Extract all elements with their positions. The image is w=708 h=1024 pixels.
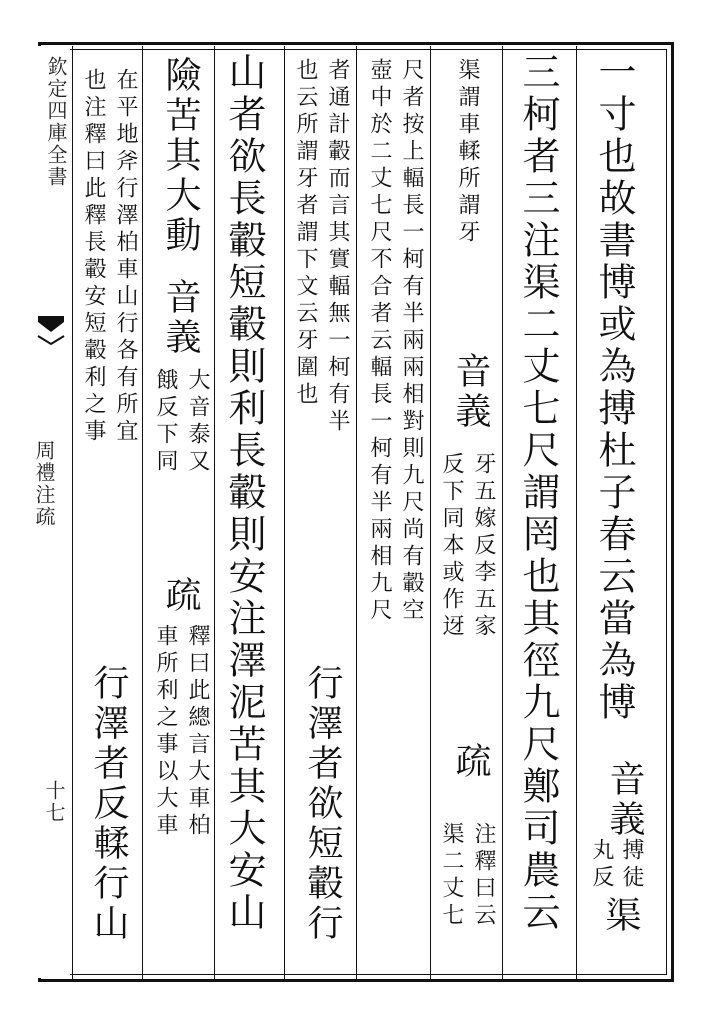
note-small-left: 也注釋曰此釋長轂安短轂利之事 [81,68,106,446]
note-small-left: 車所利之事以大車 [153,624,178,840]
text-column-5 [286,52,356,972]
note-small: 渠謂車輮所謂牙 [455,58,480,247]
note-small-left: 餓反下同 [153,368,178,476]
note-small-right: 牙五嫁反李五家 [471,452,496,641]
text-column-4 [358,52,430,972]
note-small-right: 釋曰此總言大車柏 [185,624,210,840]
text-column-6: 山者欲長轂短轂則利長轂則安注澤泥苦其大安山 [222,52,266,934]
note-tail: 渠 [600,896,641,936]
book-title: 周禮注疏 [32,440,56,528]
shu-label: 疏 [450,742,491,782]
text-column-3 [432,52,502,972]
text-column-2: 三柯者三注渠二丈七尺謂罔也其徑九尺鄭司農云 [516,52,560,934]
note-small-left: 丸反 [589,838,614,892]
text-column-7 [144,52,214,972]
column-divider [284,46,285,982]
note-small-right: 注釋曰云 [471,822,496,930]
text-column-8 [74,52,142,972]
note-small-left: 也云所謂牙者謂下文云牙圍也 [293,58,318,409]
text-column-1: 一寸也故書博或為搏杜子春云當為博 [592,52,636,724]
main-text: 險苦其大動 [160,56,201,256]
note-small-left: 渠二丈七 [439,822,464,930]
column-divider [502,46,503,982]
yinyi-label: 音義 [450,352,491,432]
column-divider [356,46,357,982]
note-small-right: 者通計轂而言其實輻無一柯有半 [325,58,350,436]
note-small-right: 大音泰又 [185,368,210,476]
fish-tail-mark-icon [36,312,66,352]
page-number: 十七 [42,780,66,824]
note-small-left: 反下同本或作迓 [439,452,464,641]
shu-label: 疏 [160,576,201,616]
note-small-right: 尺者按上輻長一柯有半兩兩相對則九尺尚有轂空 [399,58,424,625]
main-text: 行澤者反輮行山 [88,664,129,944]
column-divider [72,46,73,982]
note-small-left: 壺中於二丈七尺不合者云輻長一柯有半兩相九尺 [367,58,392,625]
note-small-right: 搏徒 [619,838,644,892]
yinyi-label: 音義 [160,278,201,358]
column-divider [142,46,143,982]
main-text: 行澤者欲短轂行 [302,664,343,944]
book-collection-title: 欽定四庫全書 [44,56,68,188]
column-divider [430,46,431,982]
column-divider [214,46,215,982]
text-column-1-annotation [582,760,652,970]
column-divider [576,46,577,982]
yinyi-label: 音義 [604,760,645,840]
note-small-right: 在平地斧行澤柏車山行各有所宜 [113,68,138,446]
